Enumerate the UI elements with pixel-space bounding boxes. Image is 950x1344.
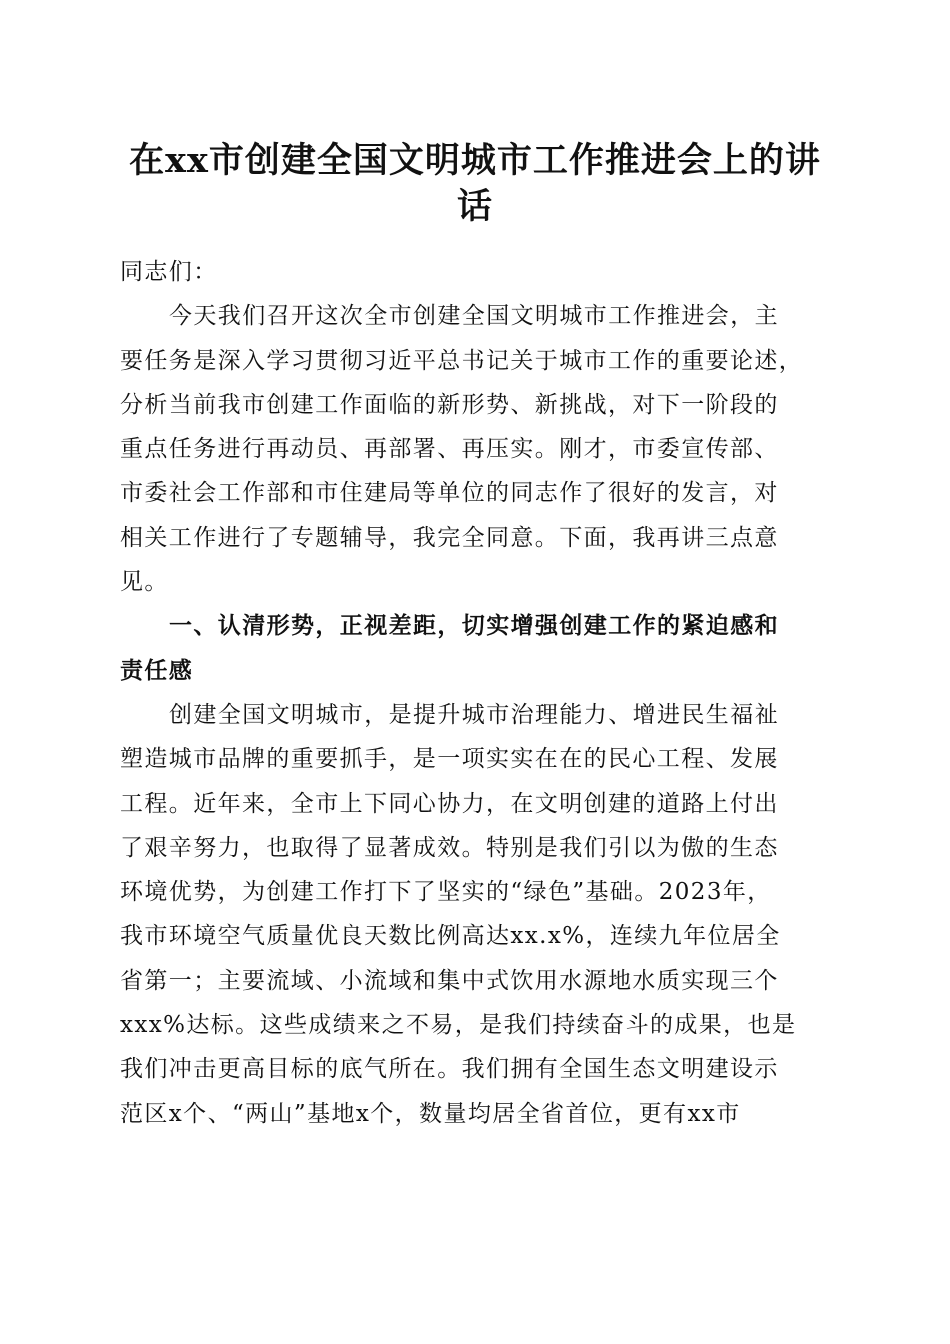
- text-line: 省第一；主要流域、小流域和集中式饮用水源地水质实现三个: [120, 967, 779, 994]
- text-line: 范区x个、“两山”基地x个，数量均居全省首位，更有xx市: [120, 1100, 741, 1127]
- text-line: 市委社会工作部和市住建局等单位的同志作了很好的发言，对: [120, 480, 779, 507]
- text-line: 工程。近年来，全市上下同心协力，在文明创建的道路上付出: [120, 790, 779, 817]
- text-line: 环境优势，为创建工作打下了坚实的“绿色”基础。2023年，: [120, 879, 772, 906]
- text-line: 重点任务进行再动员、再部署、再压实。刚才，市委宣传部、: [120, 436, 779, 463]
- title-line: 话: [456, 186, 493, 227]
- text-line: 要任务是深入学习贯彻习近平总书记关于城市工作的重要论述，: [120, 347, 804, 374]
- section-heading: [120, 604, 835, 693]
- paragraph: [120, 693, 835, 1136]
- title-line: 在xx市创建全国文明城市工作推进会上的讲: [129, 140, 821, 181]
- text-line: 创建全国文明城市，是提升城市治理能力、增进民生福祉: [169, 701, 779, 728]
- text-line: 今天我们召开这次全市创建全国文明城市工作推进会，主: [169, 303, 779, 330]
- text-line: 一、认清形势，正视差距，切实增强创建工作的紧迫感和: [169, 613, 779, 640]
- text-line: xxx%达标。这些成绩来之不易，是我们持续奋斗的成果，也是: [120, 1012, 797, 1039]
- text-line: 见。: [120, 569, 169, 596]
- text-line: 塑造城市品牌的重要抓手，是一项实实在在的民心工程、发展: [120, 746, 779, 773]
- salutation: 同志们：: [120, 259, 218, 285]
- text-line: 相关工作进行了专题辅导，我完全同意。下面，我再讲三点意: [120, 524, 779, 551]
- paragraphs: [120, 294, 835, 1136]
- document-body: [120, 250, 835, 1136]
- document-title: [100, 138, 850, 230]
- text-line: 了艰辛努力，也取得了显著成效。特别是我们引以为傲的生态: [120, 834, 779, 861]
- paragraph: [120, 294, 835, 604]
- text-line: 责任感: [120, 657, 194, 684]
- text-line: 分析当前我市创建工作面临的新形势、新挑战，对下一阶段的: [120, 391, 779, 418]
- text-line: 我们冲击更高目标的底气所在。我们拥有全国生态文明建设示: [120, 1056, 779, 1083]
- text-line: 我市环境空气质量优良天数比例高达xx.x%，连续九年位居全: [120, 923, 781, 950]
